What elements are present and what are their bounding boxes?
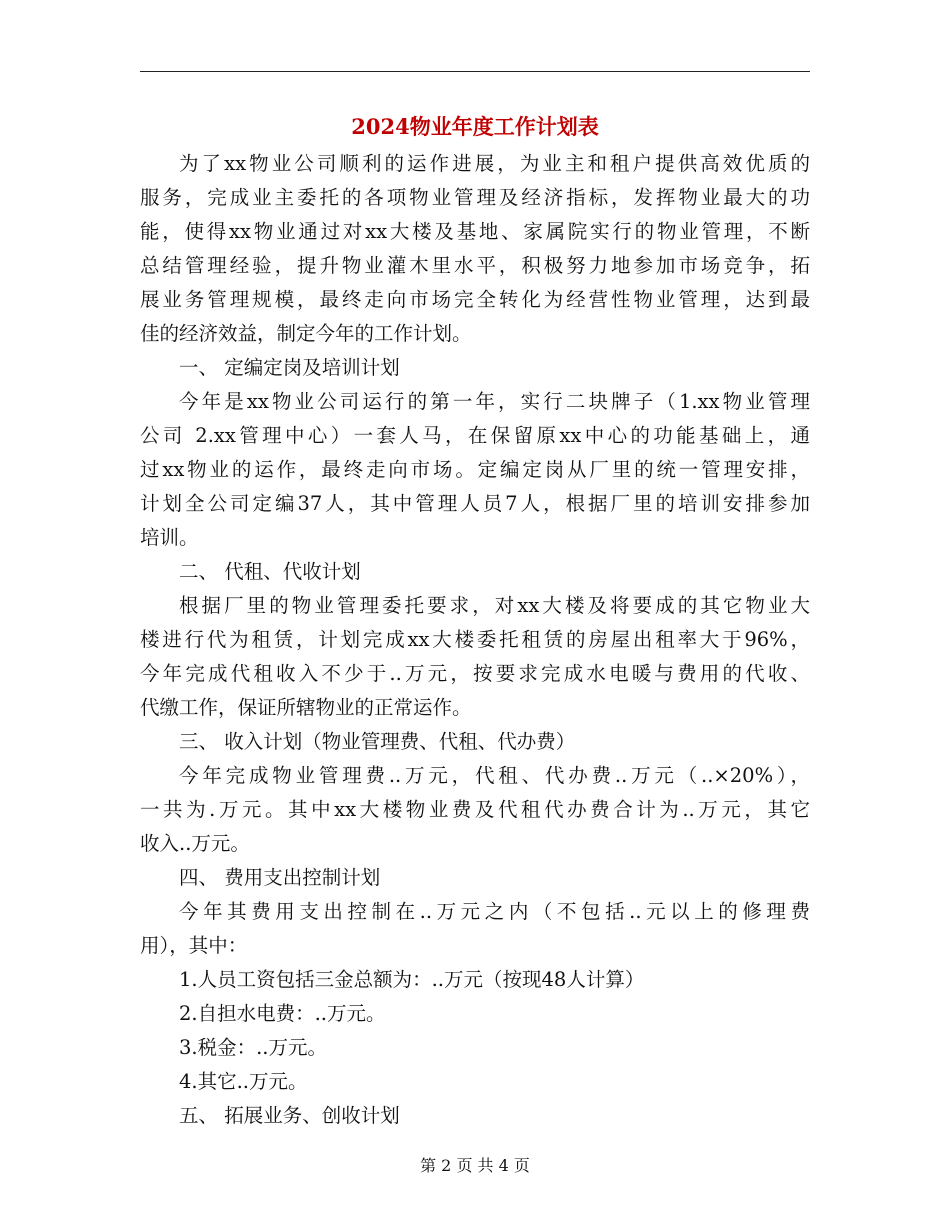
section-paragraph-2 <box>140 589 810 725</box>
list-item: 4.其它..万元。 <box>179 1070 308 1093</box>
section-heading-4: 四、 费用支出控制计划 <box>179 866 381 889</box>
section-paragraph-4 <box>140 895 810 963</box>
text-line: 培训。 <box>140 526 199 549</box>
text-line: 根据厂里的物业管理委托要求，对xx大楼及将要成的其它物业大 <box>179 594 810 617</box>
document-body <box>140 147 810 1133</box>
section-paragraph-1 <box>140 385 810 555</box>
section-heading-1: 一、 定编定岗及培训计划 <box>179 356 400 379</box>
text-line: 公司 2.xx管理中心）一套人马，在保留原xx中心的功能基础上，通 <box>140 424 810 447</box>
text-line: 能，使得xx物业通过对xx大楼及基地、家属院实行的物业管理，不断 <box>140 220 810 243</box>
document-title: 2024物业年度工作计划表 <box>351 114 599 139</box>
text-line: 今年完成代租收入不少于..万元，按要求完成水电暖与费用的代收、 <box>140 662 810 685</box>
text-line: 计划全公司定编37人，其中管理人员7人，根据厂里的培训安排参加 <box>140 492 810 515</box>
text-line: 代缴工作，保证所辖物业的正常运作。 <box>140 696 472 719</box>
text-line: 用），其中： <box>140 934 248 957</box>
text-line: 服务，完成业主委托的各项物业管理及经济指标，发挥物业最大的功 <box>140 186 810 209</box>
section-heading-2: 二、 代租、代收计划 <box>179 560 361 583</box>
text-line: 今年其费用支出控制在..万元之内（不包括..元以上的修理费 <box>179 900 810 923</box>
text-line: 一共为.万元。其中xx大楼物业费及代租代办费合计为..万元，其它 <box>140 798 810 821</box>
text-line: 今年是xx物业公司运行的第一年，实行二块牌子（1.xx物业管理 <box>179 390 810 413</box>
list-item: 3.税金：..万元。 <box>179 1036 328 1059</box>
list-item: 1.人员工资包括三金总额为：..万元（按现48人计算） <box>179 968 645 991</box>
intro-paragraph <box>140 147 810 351</box>
text-line: 过xx物业的运作，最终走向市场。定编定岗从厂里的统一管理安排， <box>140 458 810 481</box>
text-line: 收入..万元。 <box>140 832 250 855</box>
text-line: 佳的经济效益，制定今年的工作计划。 <box>140 322 472 345</box>
text-line: 总结管理经验，提升物业灌木里水平，积极努力地参加市场竞争，拓 <box>140 254 810 277</box>
page-number-footer: 第 2 页 共 4 页 <box>420 1156 530 1175</box>
section-paragraph-3 <box>140 759 810 861</box>
text-line: 楼进行代为租赁，计划完成xx大楼委托租赁的房屋出租率大于96%， <box>140 628 810 651</box>
section-heading-3: 三、 收入计划（物业管理费、代租、代办费） <box>179 730 576 753</box>
header-rule <box>140 71 810 72</box>
section-heading-5: 五、 拓展业务、创收计划 <box>179 1104 400 1127</box>
list-item: 2.自担水电费：..万元。 <box>179 1002 386 1025</box>
text-line: 展业务管理规模，最终走向市场完全转化为经营性物业管理，达到最 <box>140 288 810 311</box>
text-line: 为了xx物业公司顺利的运作进展，为业主和租户提供高效优质的 <box>179 152 810 175</box>
text-line: 今年完成物业管理费..万元，代租、代办费..万元（..×20%）， <box>179 764 810 787</box>
